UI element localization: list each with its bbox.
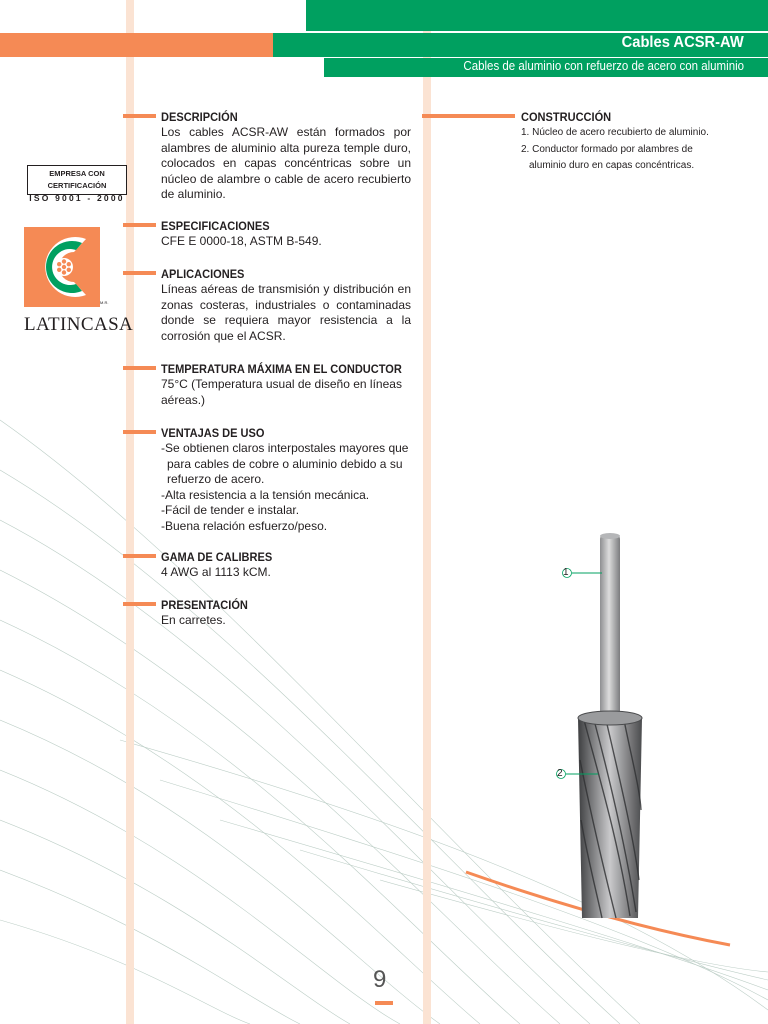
section-text: Los cables ACSR-AW están formados por alambres de aluminio alta pureza temple duro, colocados en capas concéntricas sobre un núcleo de alambre o cable de acero recubierto de aluminio. [161,125,411,202]
section-construccion [521,109,751,175]
construccion-item-2-cont: aluminio duro en capas concéntricas. [529,160,695,171]
vertical-stripe-left [126,0,134,1024]
brand-name: LATINCASA [24,314,134,335]
ventaja-line: -Alta resistencia a la tensión mecánica. [161,487,370,502]
page-number: 9 [373,966,387,993]
section-heading: PRESENTACIÓN [161,598,248,612]
section-text: En carretes. [161,613,226,627]
section-temperatura [161,361,411,408]
section-heading: VENTAJAS DE USO [161,426,265,440]
section-heading: GAMA DE CALIBRES [161,550,273,564]
section-aplicaciones [161,266,411,344]
ventaja-line: refuerzo de acero. [167,472,265,487]
ventaja-line: -Se obtienen claros interpostales mayores que [161,441,409,455]
section-heading: DESCRIPCIÓN [161,110,238,124]
section-especificaciones [161,218,411,250]
ventaja-line: -Buena relación esfuerzo/peso. [161,518,328,533]
section-gama-calibres [161,549,411,581]
section-presentacion [161,597,411,629]
construccion-item-1: 1. Núcleo de acero recubierto de aluminio. [521,127,709,138]
latincasa-logo-icon [24,227,104,307]
section-marker [123,271,156,275]
page-number-dash [375,1001,393,1005]
construccion-item-2: 2. Conductor formado por alambres de [521,143,693,155]
ventaja-line: para cables de cobre o aluminio debido a su [167,456,403,471]
header-green-block [306,0,768,31]
certification-badge [27,165,127,203]
section-heading: APLICACIONES [161,267,245,281]
section-marker [123,366,156,370]
callout-1: 1 [563,567,569,578]
certification-line-1: EMPRESA CON CERTIFICACIÓN [47,169,107,190]
page-subtitle: Cables de aluminio con refuerzo de acero con aluminio [463,59,744,73]
page-title: Cables ACSR-AW [621,34,744,51]
section-text: Líneas aéreas de transmisión y distribución en zonas costeras, industriales o contaminadas donde se requiera mayor resistencia a la corrosión que el ACSR. [161,282,411,343]
certification-line-2: ISO 9001 - 2000 [29,193,125,203]
callout-2: 2 [557,768,563,779]
section-heading: ESPECIFICACIONES [161,219,270,233]
header-orange-bar [0,33,273,57]
ventaja-line: -Fácil de tender e instalar. [161,503,300,518]
section-ventajas [161,425,411,535]
section-text: 4 AWG al 1113 kCM. [161,565,271,579]
section-marker [123,554,156,558]
section-heading: TEMPERATURA MÁXIMA EN EL CONDUCTOR [161,362,402,376]
vertical-stripe-right [423,0,431,1024]
registered-mark: M.R. [100,300,109,305]
section-descripcion [161,109,411,203]
acsr-cable-illustration [540,520,670,930]
section-marker [123,602,156,606]
section-marker [123,223,156,227]
section-marker [422,114,515,118]
section-marker [123,114,156,118]
section-heading: CONSTRUCCIÓN [521,110,612,124]
section-text: CFE E 0000-18, ASTM B-549. [161,234,322,248]
section-text: 75°C (Temperatura usual de diseño en líneas aéreas.) [161,377,402,407]
section-marker [123,430,156,434]
